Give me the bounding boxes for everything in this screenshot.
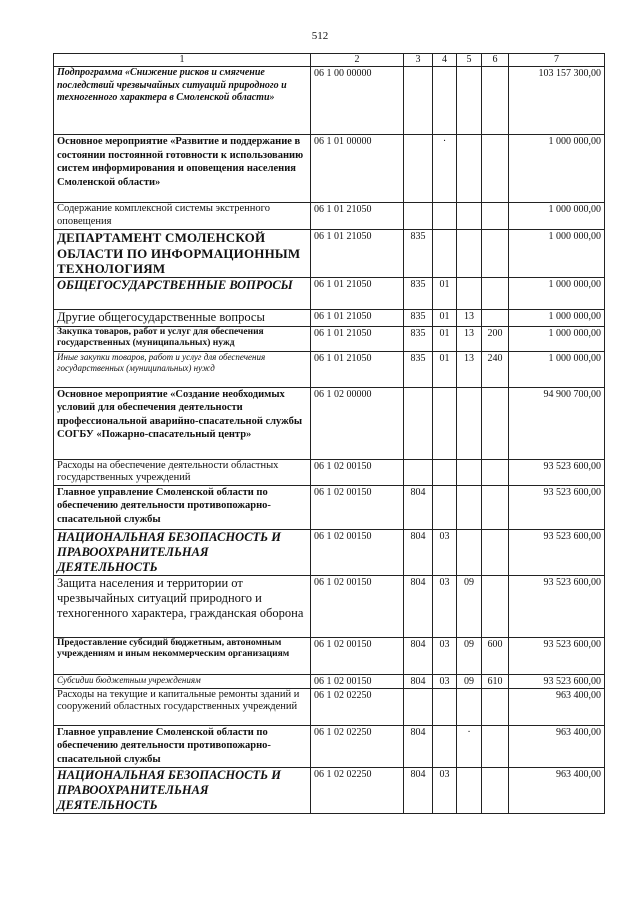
column-header: 4 [433, 54, 457, 67]
row-col4-cell [433, 688, 457, 725]
row-code-cell: 06 1 01 00000 [311, 135, 404, 203]
table-row [54, 67, 605, 135]
budget-table [53, 53, 605, 814]
row-amount-cell: 94 900 700,00 [509, 387, 605, 459]
column-header: 6 [482, 54, 509, 67]
row-amount-cell: 93 523 600,00 [509, 485, 605, 529]
row-col3-cell: 804 [404, 485, 433, 529]
row-col5-cell [457, 767, 482, 813]
row-col3-cell: 804 [404, 529, 433, 575]
row-col6-cell [482, 725, 509, 767]
row-col3-cell: 835 [404, 277, 433, 309]
row-amount-cell: 93 523 600,00 [509, 575, 605, 637]
row-col6-cell [482, 575, 509, 637]
table-row [54, 688, 605, 725]
row-col6-cell [482, 485, 509, 529]
row-name-cell: Субсидии бюджетным учреждениям [54, 674, 311, 688]
row-code-cell: 06 1 02 02250 [311, 688, 404, 725]
row-col4-cell: 01 [433, 309, 457, 326]
row-col5-cell [457, 387, 482, 459]
row-col4-cell: 03 [433, 637, 457, 674]
row-col3-cell: 804 [404, 674, 433, 688]
row-col3-cell [404, 387, 433, 459]
row-col4-cell: 03 [433, 674, 457, 688]
row-code-cell: 06 1 01 21050 [311, 230, 404, 278]
column-header: 2 [311, 54, 404, 67]
row-col4-cell [433, 67, 457, 135]
row-col6-cell [482, 135, 509, 203]
row-col6-cell [482, 230, 509, 278]
row-col6-cell [482, 309, 509, 326]
row-col5-cell [457, 203, 482, 230]
row-name-cell: Основное мероприятие «Создание необходимых условий для обеспечения деятельности профессиональной аварийно-спасательной службы СОГБУ «Пожарно-спасательный центр» [54, 387, 311, 459]
row-name-cell: Иные закупки товаров, работ и услуг для обеспечения государственных (муниципальных) нужд [54, 351, 311, 387]
row-col4-cell [433, 230, 457, 278]
row-amount-cell: 1 000 000,00 [509, 203, 605, 230]
row-amount-cell: 963 400,00 [509, 725, 605, 767]
row-amount-cell: 93 523 600,00 [509, 637, 605, 674]
row-col5-cell [457, 67, 482, 135]
row-col5-cell [457, 529, 482, 575]
row-name-cell: ОБЩЕГОСУДАРСТВЕННЫЕ ВОПРОСЫ [54, 277, 311, 309]
row-name-cell: Главное управление Смоленской области по обеспечению деятельности противопожарно-спасательной службы [54, 485, 311, 529]
row-col5-cell: 09 [457, 575, 482, 637]
row-code-cell: 06 1 01 21050 [311, 351, 404, 387]
row-name-cell: Содержание комплексной системы экстренного оповещения [54, 203, 311, 230]
row-code-cell: 06 1 01 21050 [311, 203, 404, 230]
table-row [54, 459, 605, 485]
row-code-cell: 06 1 02 00150 [311, 575, 404, 637]
row-name-cell: НАЦИОНАЛЬНАЯ БЕЗОПАСНОСТЬ И ПРАВООХРАНИТЕЛЬНАЯ ДЕЯТЕЛЬНОСТЬ [54, 767, 311, 813]
row-col6-cell: 610 [482, 674, 509, 688]
row-col3-cell: 835 [404, 230, 433, 278]
row-name-cell: Основное мероприятие «Развитие и поддержание в состоянии постоянной готовности к использованию систем информирования и оповещения населения Смоленской области» [54, 135, 311, 203]
page-number: 512 [311, 30, 329, 42]
column-header: 3 [404, 54, 433, 67]
row-col3-cell [404, 67, 433, 135]
row-code-cell: 06 1 02 00150 [311, 674, 404, 688]
row-amount-cell: 1 000 000,00 [509, 326, 605, 351]
row-col3-cell [404, 688, 433, 725]
row-col4-cell: · [433, 135, 457, 203]
row-amount-cell: 103 157 300,00 [509, 67, 605, 135]
row-col3-cell: 804 [404, 637, 433, 674]
row-col6-cell: 600 [482, 637, 509, 674]
table-row [54, 309, 605, 326]
table-row [54, 637, 605, 674]
row-col4-cell: 01 [433, 326, 457, 351]
row-amount-cell: 963 400,00 [509, 767, 605, 813]
row-col3-cell: 835 [404, 326, 433, 351]
row-col6-cell: 200 [482, 326, 509, 351]
row-col5-cell: · [457, 725, 482, 767]
row-col3-cell [404, 135, 433, 203]
row-name-cell: Главное управление Смоленской области по обеспечению деятельности противопожарно-спасательной службы [54, 725, 311, 767]
row-code-cell: 06 1 02 00150 [311, 485, 404, 529]
row-code-cell: 06 1 02 00000 [311, 387, 404, 459]
row-col3-cell: 804 [404, 725, 433, 767]
row-amount-cell: 1 000 000,00 [509, 230, 605, 278]
row-col5-cell: 13 [457, 326, 482, 351]
table-row [54, 387, 605, 459]
row-col3-cell [404, 459, 433, 485]
row-col3-cell: 835 [404, 351, 433, 387]
table-row [54, 725, 605, 767]
row-col6-cell [482, 203, 509, 230]
row-col5-cell [457, 135, 482, 203]
column-header-row [54, 54, 605, 67]
row-amount-cell: 1 000 000,00 [509, 135, 605, 203]
table-row [54, 277, 605, 309]
row-col3-cell: 804 [404, 767, 433, 813]
row-name-cell: НАЦИОНАЛЬНАЯ БЕЗОПАСНОСТЬ И ПРАВООХРАНИТЕЛЬНАЯ ДЕЯТЕЛЬНОСТЬ [54, 529, 311, 575]
row-col6-cell [482, 767, 509, 813]
row-col6-cell [482, 387, 509, 459]
row-amount-cell: 1 000 000,00 [509, 309, 605, 326]
row-name-cell: Расходы на текущие и капитальные ремонты зданий и сооружений областных государственных учреждений [54, 688, 311, 725]
row-name-cell: Закупка товаров, работ и услуг для обеспечения государственных (муниципальных) нужд [54, 326, 311, 351]
row-col3-cell: 804 [404, 575, 433, 637]
row-code-cell: 06 1 02 02250 [311, 767, 404, 813]
row-amount-cell: 963 400,00 [509, 688, 605, 725]
row-col3-cell: 835 [404, 309, 433, 326]
table-row [54, 203, 605, 230]
row-code-cell: 06 1 02 02250 [311, 725, 404, 767]
row-name-cell: Защита населения и территории от чрезвычайных ситуаций природного и техногенного характера, гражданская оборона [54, 575, 311, 637]
row-name-cell: Другие общегосударственные вопросы [54, 309, 311, 326]
row-col6-cell [482, 529, 509, 575]
table-row [54, 351, 605, 387]
row-amount-cell: 93 523 600,00 [509, 674, 605, 688]
row-col5-cell [457, 277, 482, 309]
row-amount-cell: 1 000 000,00 [509, 351, 605, 387]
row-col4-cell [433, 203, 457, 230]
row-col4-cell: 01 [433, 351, 457, 387]
row-code-cell: 06 1 02 00150 [311, 459, 404, 485]
row-col6-cell: 240 [482, 351, 509, 387]
row-col5-cell [457, 688, 482, 725]
row-col5-cell: 09 [457, 637, 482, 674]
row-name-cell: Предоставление субсидий бюджетным, автономным учреждениям и иным некоммерческим организациям [54, 637, 311, 674]
row-col4-cell [433, 485, 457, 529]
row-col5-cell: 09 [457, 674, 482, 688]
row-col5-cell [457, 485, 482, 529]
table-row [54, 326, 605, 351]
row-col6-cell [482, 277, 509, 309]
table-row [54, 674, 605, 688]
row-code-cell: 06 1 00 00000 [311, 67, 404, 135]
row-col5-cell [457, 459, 482, 485]
row-code-cell: 06 1 01 21050 [311, 277, 404, 309]
table-row [54, 767, 605, 813]
table-row [54, 135, 605, 203]
table-row [54, 575, 605, 637]
row-name-cell: Расходы на обеспечение деятельности областных государственных учреждений [54, 459, 311, 485]
row-code-cell: 06 1 02 00150 [311, 637, 404, 674]
column-header: 1 [54, 54, 311, 67]
row-col4-cell: 03 [433, 575, 457, 637]
row-col3-cell [404, 203, 433, 230]
row-col4-cell [433, 387, 457, 459]
column-header: 5 [457, 54, 482, 67]
row-col5-cell: 13 [457, 309, 482, 326]
row-col4-cell [433, 725, 457, 767]
row-name-cell: ДЕПАРТАМЕНТ СМОЛЕНСКОЙ ОБЛАСТИ ПО ИНФОРМАЦИОННЫМ ТЕХНОЛОГИЯМ [54, 230, 311, 278]
row-col6-cell [482, 459, 509, 485]
row-col4-cell: 01 [433, 277, 457, 309]
row-col6-cell [482, 688, 509, 725]
row-col5-cell: 13 [457, 351, 482, 387]
table-row [54, 485, 605, 529]
table-row [54, 230, 605, 278]
row-col4-cell: 03 [433, 529, 457, 575]
row-col6-cell [482, 67, 509, 135]
row-code-cell: 06 1 01 21050 [311, 309, 404, 326]
row-col4-cell [433, 459, 457, 485]
row-amount-cell: 93 523 600,00 [509, 459, 605, 485]
row-code-cell: 06 1 01 21050 [311, 326, 404, 351]
row-code-cell: 06 1 02 00150 [311, 529, 404, 575]
row-name-cell: Подпрограмма «Снижение рисков и смягчение последствий чрезвычайных ситуаций природного и техногенного характера в Смоленской области» [54, 67, 311, 135]
row-amount-cell: 1 000 000,00 [509, 277, 605, 309]
table-row [54, 529, 605, 575]
row-amount-cell: 93 523 600,00 [509, 529, 605, 575]
row-col5-cell [457, 230, 482, 278]
row-col4-cell: 03 [433, 767, 457, 813]
column-header: 7 [509, 54, 605, 67]
